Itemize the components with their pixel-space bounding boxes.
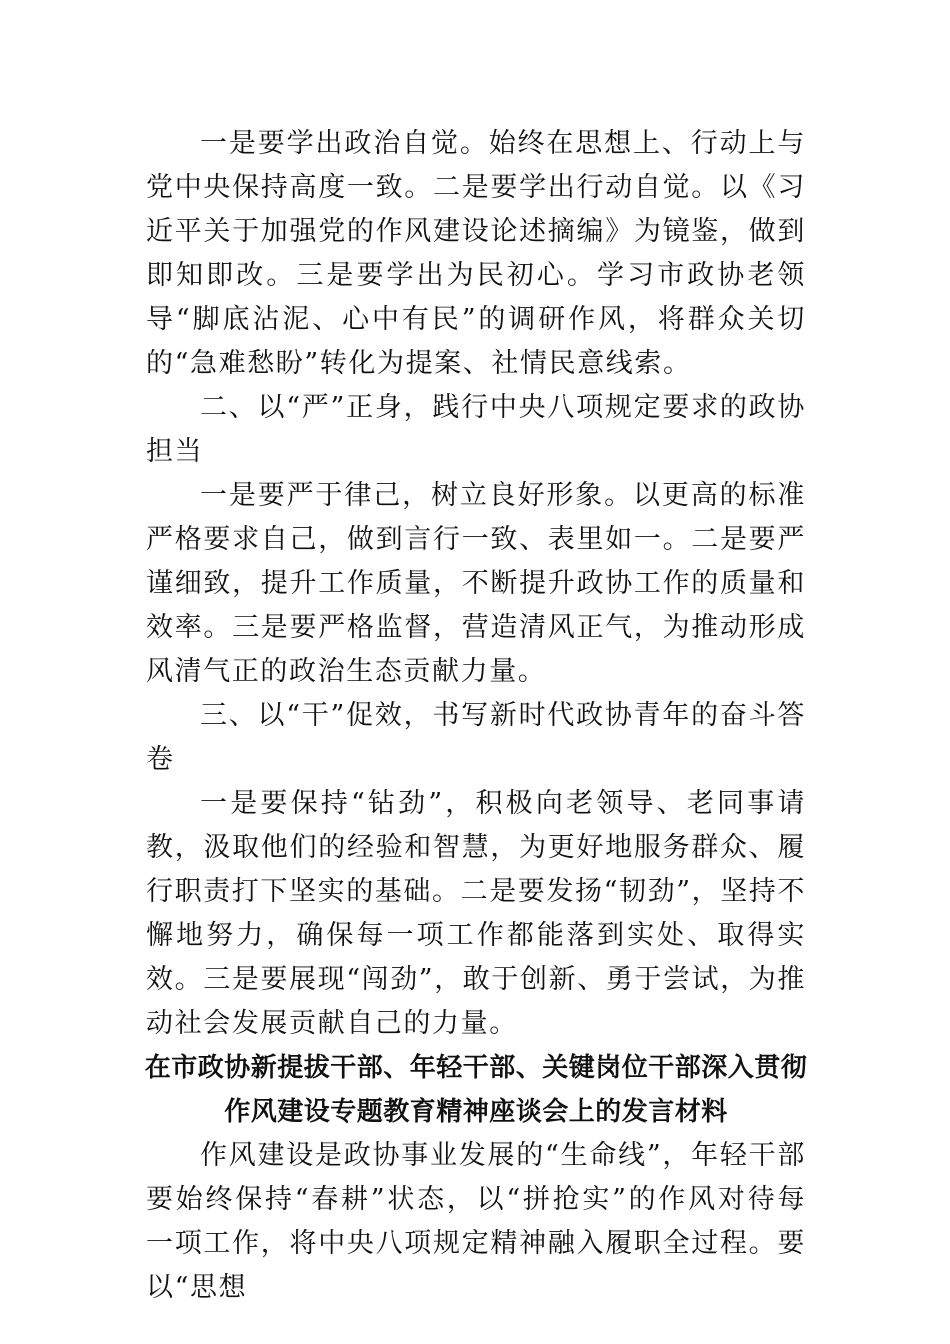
paragraph-drive: 一是要保持“钻劲”，积极向老领导、老同事请教，汲取他们的经验和智慧，为更好地服务群众、履行职责打下坚实的基础。二是要发扬“韧劲”，坚持不懈地努力，确保每一项工作都能落到实处、取得实效。三是要展现“闯劲”，敢于创新、勇于尝试，为推动社会发展贡献自己的力量。 [146, 788, 807, 1039]
document-page [146, 122, 806, 1310]
paragraph-intro: 作风建设是政协事业发展的“生命线”，年轻干部要始终保持“春耕”状态，以“拼抢实”的作风对待每一项工作，将中央八项规定精神融入履职全过程。要以“思想 [146, 1140, 806, 1303]
speech-title-line-1: 在市政协新提拔干部、年轻干部、关键岗位干部深入贯彻 [144, 1053, 808, 1083]
paragraph-strict-self: 一是要严于律己，树立良好形象。以更高的标准严格要求自己，做到言行一致、表里如一。二是要严谨细致，提升工作质量，不断提升政协工作的质量和效率。三是要严格监督，营造清风正气，为推动形成风清气正的政治生态贡献力量。 [146, 480, 806, 687]
paragraph-study-awareness: 一是要学出政治自觉。始终在思想上、行动上与党中央保持高度一致。二是要学出行动自觉。以《习近平关于加强党的作风建设论述摘编》为镜鉴，做到即知即改。三是要学出为民初心。学习市政协老领导“脚底沾泥、心中有民”的调研作风，将群众关切的“急难愁盼”转化为提案、社情民意线索。 [146, 128, 806, 379]
speech-title-line-2: 作风建设专题教育精神座谈会上的发言材料 [224, 1097, 728, 1127]
section-heading-action: 三、以“干”促效，书写新时代政协青年的奋斗答卷 [146, 700, 806, 775]
section-heading-strict: 二、以“严”正身，践行中央八项规定要求的政协担当 [146, 392, 806, 467]
